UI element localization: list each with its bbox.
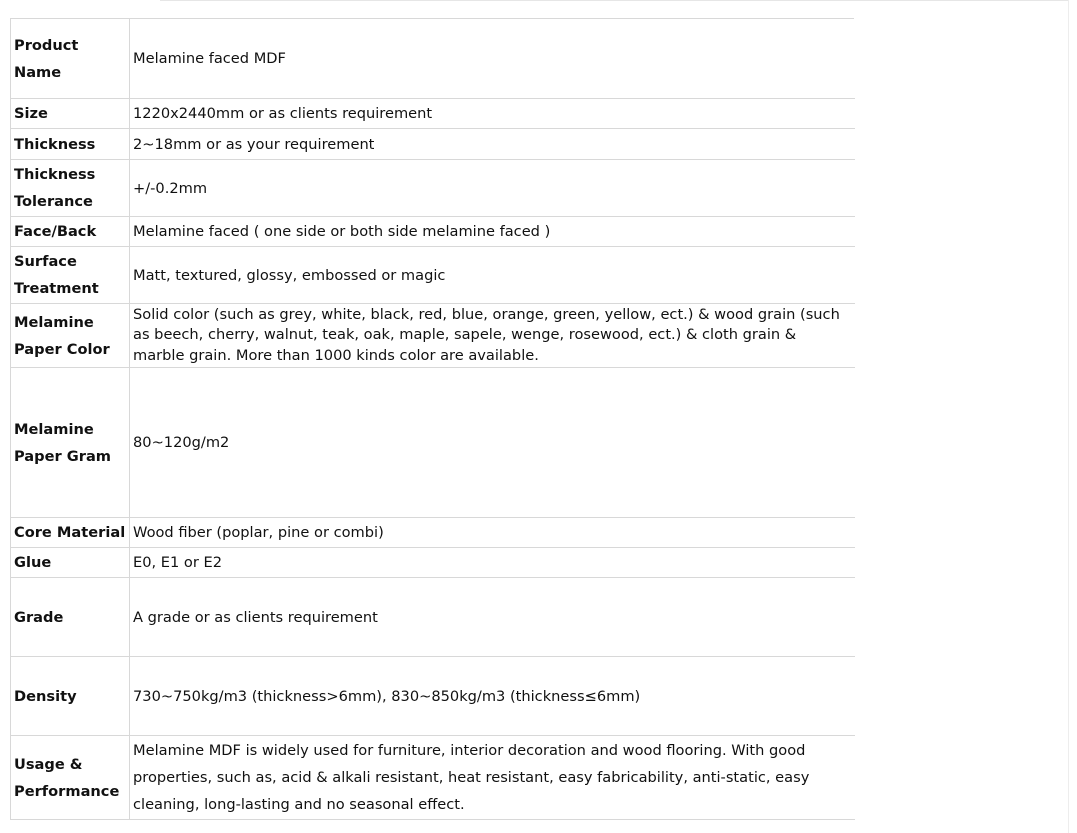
table-row	[11, 304, 855, 368]
table-row	[11, 736, 855, 820]
row-value: E0, E1 or E2	[130, 548, 855, 578]
row-label: Thickness	[11, 129, 130, 160]
row-value: Wood fiber (poplar, pine or combi)	[130, 518, 855, 548]
table-row	[11, 99, 855, 129]
table-row	[11, 19, 855, 99]
row-label: Size	[11, 99, 130, 129]
row-label: Core Material	[11, 518, 130, 548]
table-row	[11, 548, 855, 578]
table-row	[11, 129, 855, 160]
row-label: Melamine Paper Color	[11, 304, 130, 368]
row-value: Melamine faced ( one side or both side melamine faced )	[130, 217, 855, 247]
table-row	[11, 368, 855, 518]
row-value: 730~750kg/m3 (thickness>6mm), 830~850kg/m3 (thickness≤6mm)	[130, 657, 855, 736]
table-row	[11, 217, 855, 247]
right-divider	[1068, 0, 1069, 833]
row-value: Solid color (such as grey, white, black, red, blue, orange, green, yellow, ect.) & wood grain (such as beech, cherry, walnut, teak, oak, maple, sapele, wenge, rosewood, ect.) & cloth grain & marble grain. More than 1000 kinds color are available.	[130, 304, 855, 368]
row-label: Melamine Paper Gram	[11, 368, 130, 518]
row-value: Matt, textured, glossy, embossed or magic	[130, 247, 855, 304]
table-row	[11, 578, 855, 657]
row-label: Usage & Performance	[11, 736, 130, 820]
table-row	[11, 160, 855, 217]
row-value: 80~120g/m2	[130, 368, 855, 518]
top-divider	[160, 0, 1068, 1]
table-row	[11, 657, 855, 736]
table-row	[11, 247, 855, 304]
row-value: A grade or as clients requirement	[130, 578, 855, 657]
row-value: +/-0.2mm	[130, 160, 855, 217]
row-label: Thickness Tolerance	[11, 160, 130, 217]
row-value: 2~18mm or as your requirement	[130, 129, 855, 160]
row-value: 1220x2440mm or as clients requirement	[130, 99, 855, 129]
row-value: Melamine MDF is widely used for furniture, interior decoration and wood flooring. With good properties, such as, acid & alkali resistant, heat resistant, easy fabricability, anti-static, easy cleaning, long-lasting and no seasonal effect.	[130, 736, 855, 820]
row-value: Melamine faced MDF	[130, 19, 855, 99]
row-label: Product Name	[11, 19, 130, 99]
row-label: Face/Back	[11, 217, 130, 247]
specification-table	[10, 18, 855, 820]
row-label: Glue	[11, 548, 130, 578]
row-label: Density	[11, 657, 130, 736]
row-label: Grade	[11, 578, 130, 657]
row-label: Surface Treatment	[11, 247, 130, 304]
table-row	[11, 518, 855, 548]
